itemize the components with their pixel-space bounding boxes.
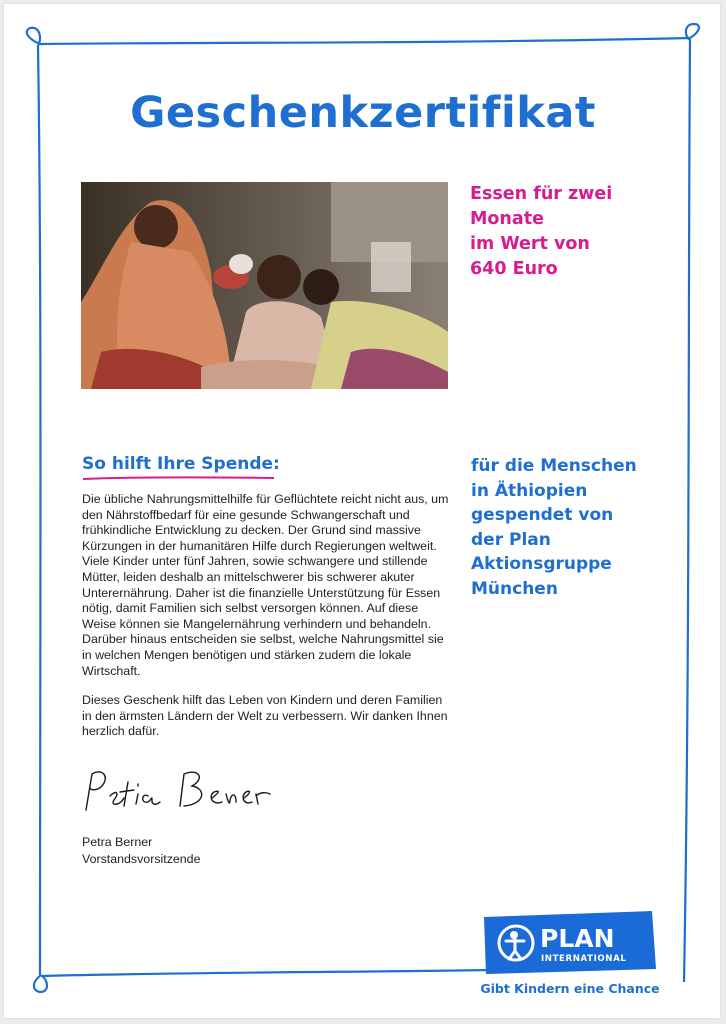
svg-text:PLAN: PLAN <box>540 924 615 953</box>
svg-text:INTERNATIONAL: INTERNATIONAL <box>541 954 627 964</box>
dedication-text <box>471 454 671 601</box>
gift-line: im Wert von <box>470 234 590 254</box>
paragraph: Dieses Geschenk hilft das Leben von Kindern und deren Familien in den ärmsten Ländern der Welt zu verbessern. Wir danken Ihnen herzlich dafür. <box>82 693 448 739</box>
signer-block <box>82 834 200 868</box>
dedication-line: Aktionsgruppe <box>471 554 612 574</box>
logo-tagline: Gibt Kindern eine Chance <box>480 981 660 996</box>
dedication-line: in Äthiopien <box>471 480 588 501</box>
signer-name: Petra Berner <box>82 835 153 849</box>
plan-international-logo <box>484 911 656 974</box>
dedication-line: gespendet von <box>471 505 614 525</box>
gift-line: 640 Euro <box>470 259 558 279</box>
heading-underline <box>82 474 282 482</box>
paragraph: Die übliche Nahrungsmittelhilfe für Geflüchtete reicht nicht aus, um den Nährstoffbedarf für eine gesunde Schwangerschaft und frühkindliche Entwicklung zu decken. Der Grund sind massive Kürzungen in der humanitären Hilfe durch Regierungen weltweit. Viele Kinder unter fünf Jahren, sowie schwangere und stillende Mütter, leiden deshalb an mittelschwerer bis schwerer akuter Unterernährung. Daher ist die finanzielle Unterstützung für Essen nötig, damit Familien sich selbst versorgen können. Auf diese Weise können sie Mangelernährung verhindern und behandeln. Darüber hinaus entscheiden sie selbst, welche Nahrungsmittel sie in welchen Mengen benötigen und stärken zudem die lokale Wirtschaft. <box>82 492 449 678</box>
signer-role: Vorstandsvorsitzende <box>82 852 201 866</box>
gift-line: Essen für zwei <box>470 184 613 204</box>
photo-mother-with-children <box>81 182 448 389</box>
dedication-line: der Plan <box>471 529 551 550</box>
dedication-line: für die Menschen <box>471 456 637 476</box>
certificate-title: Geschenkzertifikat <box>130 88 596 138</box>
gift-line: Monate <box>470 209 544 229</box>
handwritten-signature <box>80 762 280 822</box>
description-text <box>82 492 454 754</box>
help-heading: So hilft Ihre Spende: <box>82 454 280 474</box>
gift-description <box>470 182 650 282</box>
dedication-line: München <box>471 578 558 599</box>
